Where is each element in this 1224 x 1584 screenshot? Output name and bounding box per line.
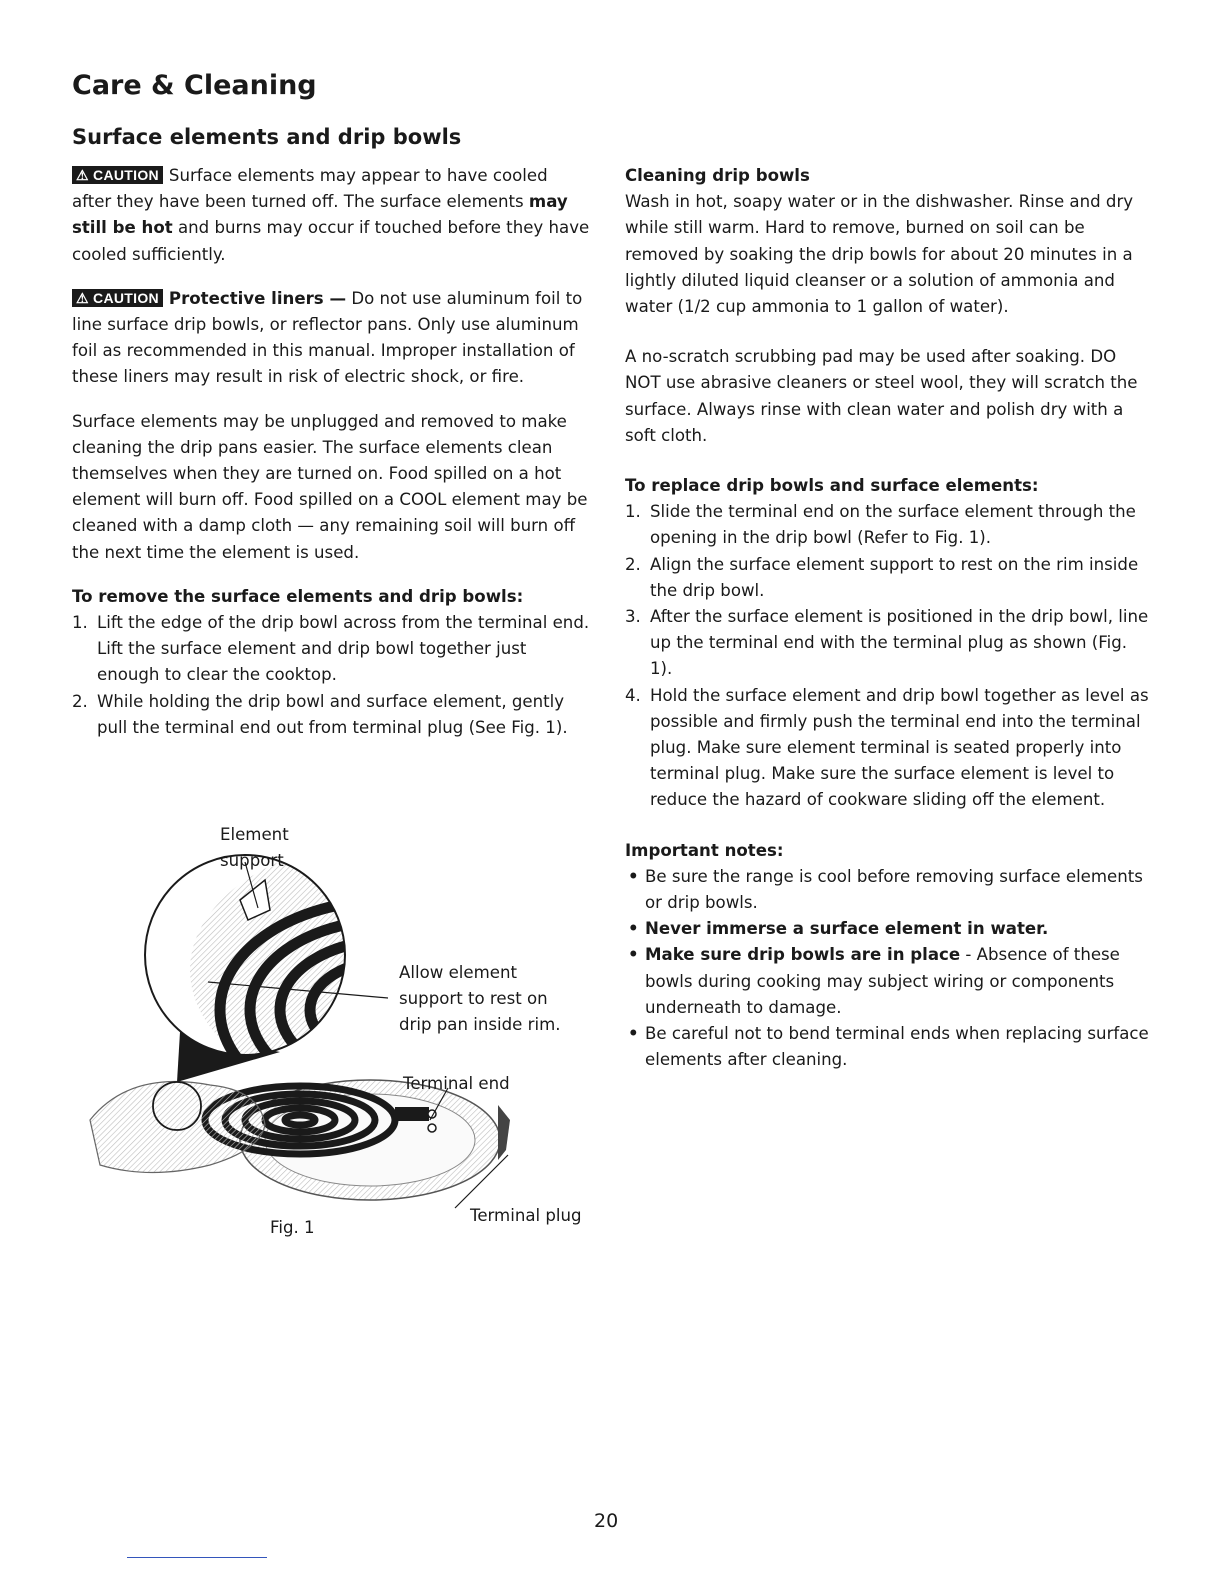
caution-paragraph-2 [72, 286, 592, 391]
caution-text: Surface elements may appear to have cooled after they have been turned off. The surface elements [72, 166, 548, 212]
figure-caption: Fig. 1 [270, 1218, 315, 1237]
step-number: 2. [72, 691, 88, 711]
bullet-icon: • [628, 945, 639, 965]
cleaning-heading: Cleaning drip bowls [625, 166, 810, 185]
bullet-icon: • [628, 1024, 639, 1044]
list-item [625, 864, 1150, 916]
step-number: 1. [72, 613, 88, 633]
caution-badge: ⚠ CAUTION [72, 289, 163, 307]
step-text: Hold the surface element and drip bowl together as level as possible and firmly push the terminal end into the terminal plug. Make sure element terminal is seated properly into terminal plug. Make sure the surface element is level to reduce the hazard of cookware sliding off the element. [650, 685, 1149, 810]
note-text: Be careful not to bend terminal ends when replacing surface elements after cleaning. [645, 1024, 1149, 1070]
cleaning-paragraph-1: Wash in hot, soapy water or in the dishwasher. Rinse and dry while still warm. Hard to remove, burned on soil can be removed by soaking the drip bowls for about 20 minutes in a lightly diluted liquid cleanser or a solution of ammonia and water (1/2 cup ammonia to 1 gallon of water). [625, 192, 1134, 317]
footer-divider [127, 1557, 267, 1558]
cleaning-paragraph-2: A no-scratch scrubbing pad may be used after soaking. DO NOT use abrasive cleaners or steel wool, they will scratch the surface. Always rinse with clean water and polish dry with a soft cloth. [625, 347, 1138, 445]
note-bold-text: Never immerse a surface element in water. [645, 919, 1049, 939]
figure-1 [70, 820, 600, 1250]
page-number: 20 [594, 1510, 619, 1532]
caution-bold-text: Protective liners — [168, 288, 347, 308]
remove-heading: To remove the surface elements and drip bowls: [72, 586, 524, 606]
replace-steps-list [625, 499, 1150, 813]
note-text: Be sure the range is cool before removing surface elements or drip bowls. [645, 866, 1143, 913]
bullet-icon: • [628, 919, 639, 939]
step-number: 1. [625, 502, 641, 522]
list-item [625, 916, 1150, 942]
list-item [72, 610, 592, 689]
notes-heading: Important notes: [625, 840, 784, 860]
step-number: 3. [625, 607, 641, 627]
step-number: 2. [625, 554, 641, 574]
step-number: 4. [625, 685, 641, 705]
step-text: While holding the drip bowl and surface element, gently pull the terminal end out from terminal plug (See Fig. 1). [97, 691, 568, 737]
step-text: Align the surface element support to rest on the rim inside the drip bowl. [650, 554, 1139, 600]
list-item [625, 683, 1150, 814]
caution-badge: ⚠ CAUTION [72, 166, 163, 184]
caution-bold-text: may still be hot [72, 192, 568, 238]
terminal-plug-shape [498, 1105, 510, 1160]
caution-text: and burns may occur if touched before they have cooled sufficiently. [72, 218, 590, 264]
label-element-support: Element support [220, 825, 289, 871]
list-item [72, 689, 592, 741]
bullet-icon: • [628, 866, 639, 886]
page-title: Care & Cleaning [72, 70, 317, 101]
hand-shape [90, 1082, 265, 1173]
step-text: Slide the terminal end on the surface element through the opening in the drip bowl (Refer to Fig. 1). [650, 502, 1136, 548]
list-item [625, 604, 1150, 683]
section-title: Surface elements and drip bowls [72, 125, 462, 149]
note-bold-text: Make sure drip bowls are in place [645, 945, 961, 965]
list-item [625, 552, 1150, 604]
terminal-end-shape [395, 1107, 429, 1121]
notes-list [625, 864, 1150, 1074]
label-terminal-end: Terminal end [403, 1074, 510, 1093]
step-text: Lift the edge of the drip bowl across from the terminal end. Lift the surface element and drip bowl together just enough to clear the cooktop. [97, 613, 590, 685]
body-paragraph: Surface elements may be unplugged and removed to make cleaning the drip pans easier. The surface elements clean themselves when they are turned on. Food spilled on a hot element will burn off. Food spilled on a COOL element may be cleaned with a damp cloth — any remaining soil will burn off the next time the element is used. [72, 411, 588, 562]
right-column [625, 163, 1150, 1074]
list-item [625, 1021, 1150, 1073]
note-text: - Absence of these bowls during cooking may subject wiring or components underneath to damage. [645, 945, 1120, 1017]
remove-steps-list [72, 610, 592, 741]
caution-paragraph-1 [72, 163, 592, 268]
list-item [625, 499, 1150, 551]
step-text: After the surface element is positioned in the drip bowl, line up the terminal end with the terminal plug as shown (Fig. 1). [650, 607, 1149, 679]
label-terminal-plug: Terminal plug [470, 1206, 582, 1225]
list-item [625, 942, 1150, 1021]
caution-text: Do not use aluminum foil to line surface drip bowls, or reflector pans. Only use aluminum foil as recommended in this manual. Improper installation of these liners may result in risk of electric shock, or fire. [72, 288, 583, 387]
left-column [72, 163, 592, 741]
label-allow-support: Allow element support to rest on drip pan inside rim. [399, 963, 561, 1035]
replace-heading: To replace drip bowls and surface elements: [625, 476, 1039, 496]
